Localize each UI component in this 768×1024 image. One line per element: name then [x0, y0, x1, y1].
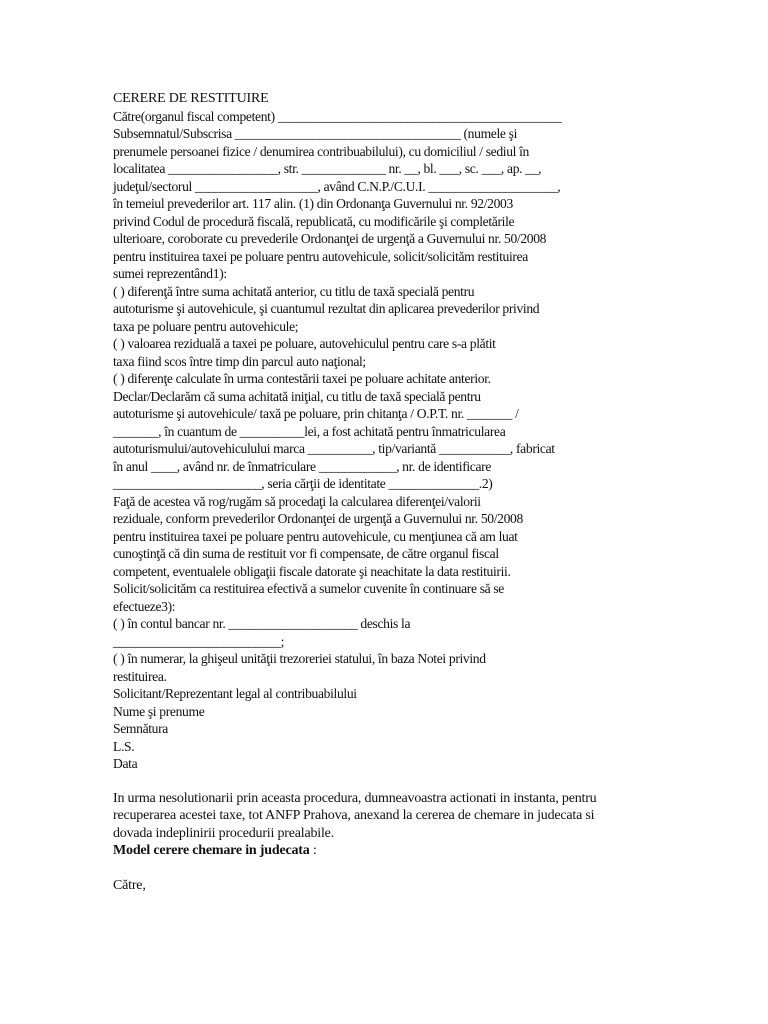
note-paragraph: [113, 790, 673, 843]
note-line: dovada indeplinirii procedurii prealabile.: [113, 825, 334, 841]
text-line: taxa pe poluare pentru autovehicule;: [113, 318, 299, 334]
text-line: ulterioare, coroborate cu prevederile Ordonanţei de urgenţă a Guvernului nr. 50/2008: [113, 231, 547, 246]
text-line: _______________________, seria cărţii de identitate ______________.2): [113, 476, 493, 491]
spacer: [113, 860, 673, 877]
document-body: [113, 90, 673, 894]
text-line: Nume şi prenume: [113, 703, 205, 719]
text-line: Solicit/solicităm ca restituirea efectivă a sumelor cuvenite în continuare să se: [113, 581, 504, 596]
text-line: cunoştinţă că din suma de restituit vor fi compensate, de către organul fiscal: [113, 546, 499, 561]
text-line: Faţă de acestea vă rog/rugăm să procedaţi la calcularea diferenţei/valorii: [113, 493, 481, 509]
text-line: în temeiul prevederilor art. 117 alin. (1) din Ordonanţa Guvernului nr. 92/2003: [113, 196, 513, 211]
model-heading-line: [113, 842, 673, 860]
text-line: Către(organul fiscal competent) ____________________________________________: [113, 108, 562, 124]
text-line: efectueze3):: [113, 598, 176, 614]
text-line: autoturisme şi autovehicule/ taxă pe poluare, prin chitanţa / O.P.T. nr. _______ /: [113, 406, 519, 421]
note-line: recuperarea acestei taxe, tot ANFP Prahova, anexand la cererea de chemare in judecata si: [113, 808, 595, 823]
text-line: sumei reprezentând1):: [113, 266, 227, 281]
text-line: în anul ____, având nr. de înmatriculare ____________, nr. de identificare: [113, 458, 492, 474]
spacer: [113, 773, 673, 790]
text-line: restituirea.: [113, 668, 167, 684]
text-line: _______, în cuantum de __________lei, a fost achitată pentru înmatricularea: [113, 423, 506, 439]
text-line: Declar/Declarăm că suma achitată iniţial, cu titlu de taxă specială pentru: [113, 388, 481, 404]
text-line: ( ) diferenţe calculate în urma contestării taxei pe poluare achitate anterior.: [113, 371, 491, 386]
text-line: autoturismului/autovehiculului marca __________, tip/variantă ___________, fabricat: [113, 441, 555, 456]
request-text: [113, 108, 673, 773]
text-line: competent, eventualele obligaţii fiscale datorate şi neachitate la data restituirii.: [113, 563, 511, 579]
text-line: Data: [113, 756, 138, 771]
model-heading-suffix: :: [309, 843, 317, 858]
text-line: privind Codul de procedură fiscală, republicată, cu modificările şi completările: [113, 213, 515, 229]
text-line: taxa fiind scos între timp din parcul auto naţional;: [113, 353, 366, 369]
text-line: ( ) în numerar, la ghişeul unităţii trezoreriei statului, în baza Notei privind: [113, 651, 486, 666]
text-line: autoturisme şi autovehicule, şi cuantumul rezultat din aplicarea prevederilor privind: [113, 301, 540, 316]
text-line: Solicitant/Reprezentant legal al contribuabilului: [113, 686, 357, 701]
text-line: Semnătura: [113, 721, 168, 736]
text-line: pentru instituirea taxei pe poluare pentru autovehicule, solicit/solicităm restituirea: [113, 248, 528, 264]
text-line: reziduale, conform prevederilor Ordonanţei de urgenţă a Guvernului nr. 50/2008: [113, 511, 523, 526]
text-line: judeţul/sectorul ___________________, având C.N.P./C.U.I. ____________________,: [113, 178, 561, 194]
closing-line: Către,: [113, 877, 146, 893]
model-heading: Model cerere chemare in judecata: [113, 843, 310, 858]
text-line: Subsemnatul/Subscrisa ___________________________________ (numele şi: [113, 126, 518, 141]
text-line: localitatea _________________, str. _____________ nr. __, bl. ___, sc. ___, ap. __,: [113, 161, 542, 176]
text-line: L.S.: [113, 738, 135, 754]
note-line: In urma nesolutionarii prin aceasta procedura, dumneavoastra actionati in instanta, pentru: [113, 790, 597, 806]
text-line: prenumele persoanei fizice / denumirea contribuabilului), cu domiciliul / sediul în: [113, 143, 530, 159]
text-line: ( ) în contul bancar nr. ____________________ deschis la: [113, 616, 411, 631]
text-line: __________________________;: [113, 633, 285, 649]
text-line: pentru instituirea taxei pe poluare pentru autovehicule, cu menţiunea că am luat: [113, 528, 518, 544]
text-line: ( ) valoarea reziduală a taxei pe poluare, autovehiculul pentru care s-a plătit: [113, 336, 496, 351]
text-line: ( ) diferenţă între suma achitată anterior, cu titlu de taxă specială pentru: [113, 283, 475, 299]
document-title: CERERE DE RESTITUIRE: [113, 91, 269, 106]
